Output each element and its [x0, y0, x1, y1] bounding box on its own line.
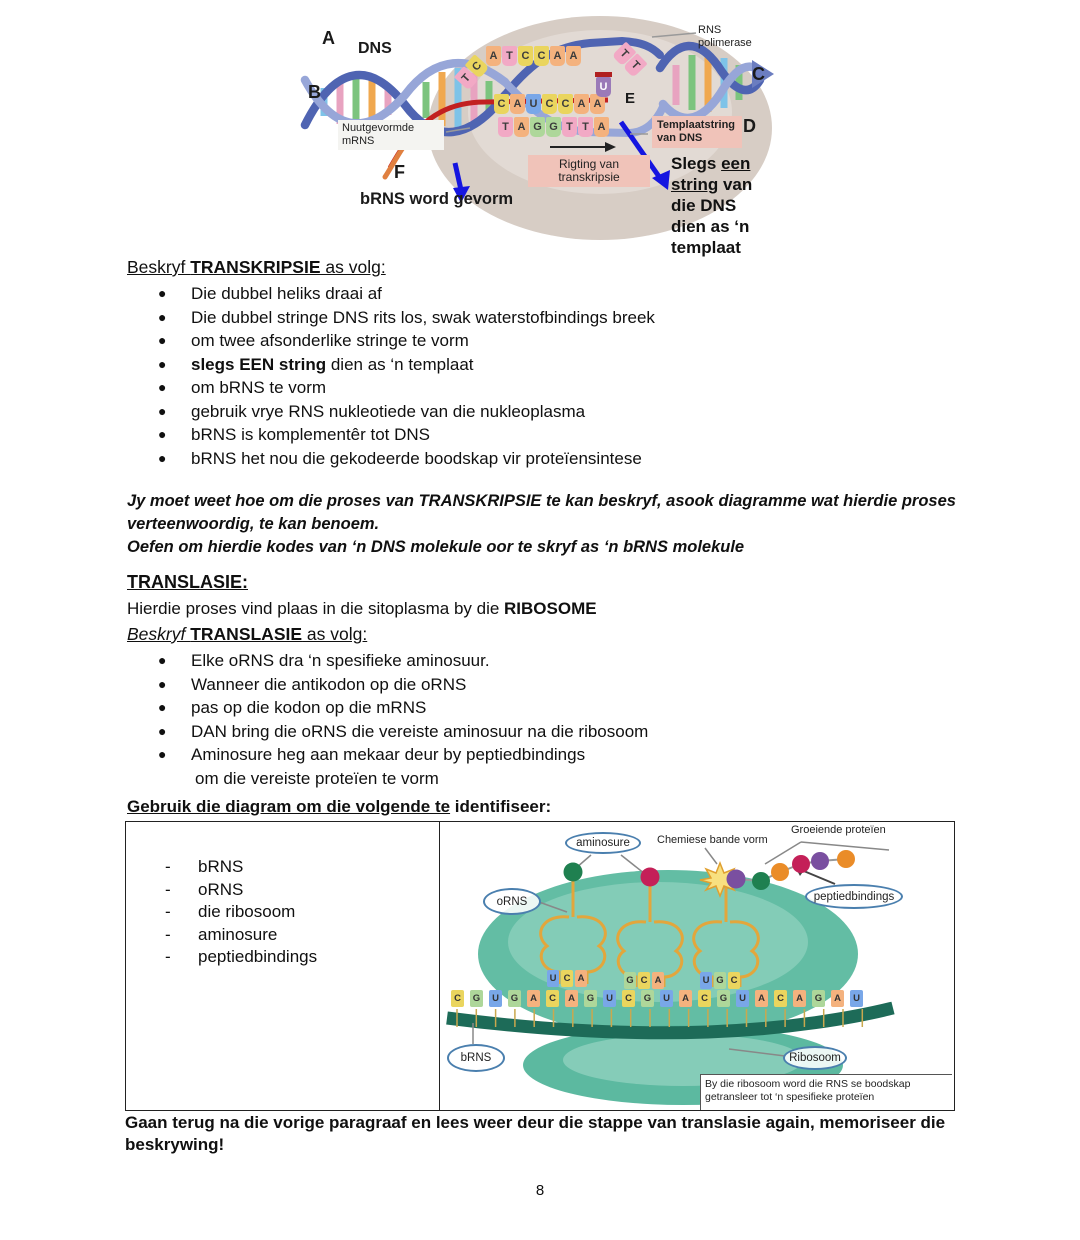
translation-figure — [443, 822, 953, 1110]
study-note-line: Oefen om hierdie kodes van ‘n DNS molekule oor te skryf as ‘n bRNS molekule — [127, 538, 745, 556]
anticodon-sequence: U G C — [700, 972, 742, 989]
list-item: ● pas op die kodon op die mRNS — [158, 698, 427, 717]
study-note-line: Jy moet weet hoe om die proses van TRANSKRIPSIE te kan beskryf, asook diagramme wat hierdie proses verteenwoordig, te kan benoem. — [127, 492, 956, 533]
list-item: - aminosure — [165, 924, 278, 944]
translasie-heading: Beskryf TRANSLASIE as volg: — [127, 624, 368, 644]
aminosure-label: aminosure — [565, 832, 641, 854]
ribosome-caption: By die ribosoom word die RNS se boodskap getransleer tot ‘n spesifieke proteïen — [700, 1074, 952, 1110]
list-item: ● om twee afsonderlike stringe te vorm — [158, 331, 469, 350]
transkripsie-heading: Beskryf TRANSKRIPSIE as volg: — [127, 257, 386, 277]
templaatstring-label: Templaatstring van DNS — [652, 116, 742, 148]
list-item: - die ribosoom — [165, 902, 296, 921]
slegs-een-string-note: Slegs een string van die DNS dien as ‘n templaat — [671, 154, 753, 257]
list-item: ● om bRNS te vorm — [158, 378, 327, 397]
dna-top-strand-right-bases: T T — [612, 42, 649, 79]
list-item: ● DAN bring die oRNS die vereiste aminosuur na die ribosoom — [158, 721, 649, 741]
box-divider — [439, 821, 440, 1111]
list-item: ● slegs EEN string dien as ‘n templaat — [158, 354, 474, 374]
label-point-f: F — [394, 162, 405, 182]
dna-top-strand-sequence: A T C C A A — [486, 46, 582, 66]
label-point-c: C — [752, 64, 765, 84]
peptiedbindings-label: peptiedbindings — [805, 884, 903, 909]
label-point-d: D — [743, 116, 756, 136]
translasie-intro: Hierdie proses vind plaas in die sitoplasma by die RIBOSOME — [127, 599, 597, 618]
identify-list — [165, 856, 317, 969]
transkripsie-bullet-list — [158, 282, 655, 470]
list-item: - peptiedbindings — [165, 947, 318, 966]
translasie-title: TRANSLASIE: — [127, 572, 248, 592]
label-point-b: B — [308, 82, 321, 102]
groeiende-proteien-label: Groeiende proteïen — [791, 824, 886, 836]
page-number: 8 — [535, 1182, 545, 1199]
nuutgevormde-mrns-label: Nuutgevormde mRNS — [338, 120, 444, 150]
chemiese-bande-label: Chemiese bande vorm — [657, 834, 768, 846]
mrna-u-base: U — [596, 77, 612, 97]
footer-note: Gaan terug na die vorige paragraaf en lees weer deur die stappe van translasie again, memoriseer die beskrywing! — [125, 1113, 946, 1154]
transcription-figure — [300, 10, 780, 258]
list-item: ● Aminosure heg aan mekaar deur by peptiedbindings — [158, 745, 586, 764]
orns-label: oRNS — [483, 888, 541, 915]
list-item: ● Die dubbel heliks draai af — [158, 284, 382, 303]
ribosome-graphic — [443, 822, 953, 1110]
rns-polimerase-label: RNS polimerase — [698, 24, 752, 49]
study-note — [127, 490, 965, 559]
anticodon-sequence: U C A — [547, 970, 589, 987]
list-item: ● gebruik vrye RNS nukleotiede van die nukleoplasma — [158, 401, 586, 421]
brns-word-gevorm-label: bRNS word gevorm — [360, 190, 514, 208]
rigting-transkripsie-label: Rigting van transkripsie — [528, 155, 650, 187]
list-item: ● Elke oRNS dra ‘n spesifieke aminosuur. — [158, 651, 490, 670]
translasie-bullet-list — [158, 649, 648, 790]
list-item: ● bRNS het nou die gekodeerde boodskap vir proteïensintese — [158, 448, 642, 468]
dns-label: DNS — [358, 40, 392, 57]
dna-template-strand-sequence: T A G G T T A — [498, 117, 610, 137]
list-item: - oRNS — [165, 879, 244, 899]
list-item: ● Die dubbel stringe DNS rits los, swak waterstofbindings breek — [158, 307, 655, 327]
brns-label: bRNS — [447, 1044, 505, 1072]
mrna-sequence: C A U C C A A — [494, 94, 606, 114]
list-item-continuation: om die vereiste proteïen te vorm — [195, 768, 439, 788]
dna-top-strand-left-bases: T C — [454, 53, 490, 90]
list-item: ● bRNS is komplementêr tot DNS — [158, 425, 431, 444]
ribosoom-label: Ribosoom — [783, 1046, 847, 1070]
list-item: ● Wanneer die antikodon op die oRNS — [158, 674, 467, 694]
mrna-strand-sequence: C G U G A C A G U C G U A C G U A C A G A U — [451, 990, 869, 1007]
list-item: - bRNS — [165, 857, 244, 876]
label-point-e: E — [625, 90, 636, 107]
label-point-a: A — [322, 28, 335, 48]
identify-heading: Gebruik die diagram om die volgende te identifiseer: — [127, 797, 552, 816]
anticodon-sequence: G C A — [624, 972, 666, 989]
